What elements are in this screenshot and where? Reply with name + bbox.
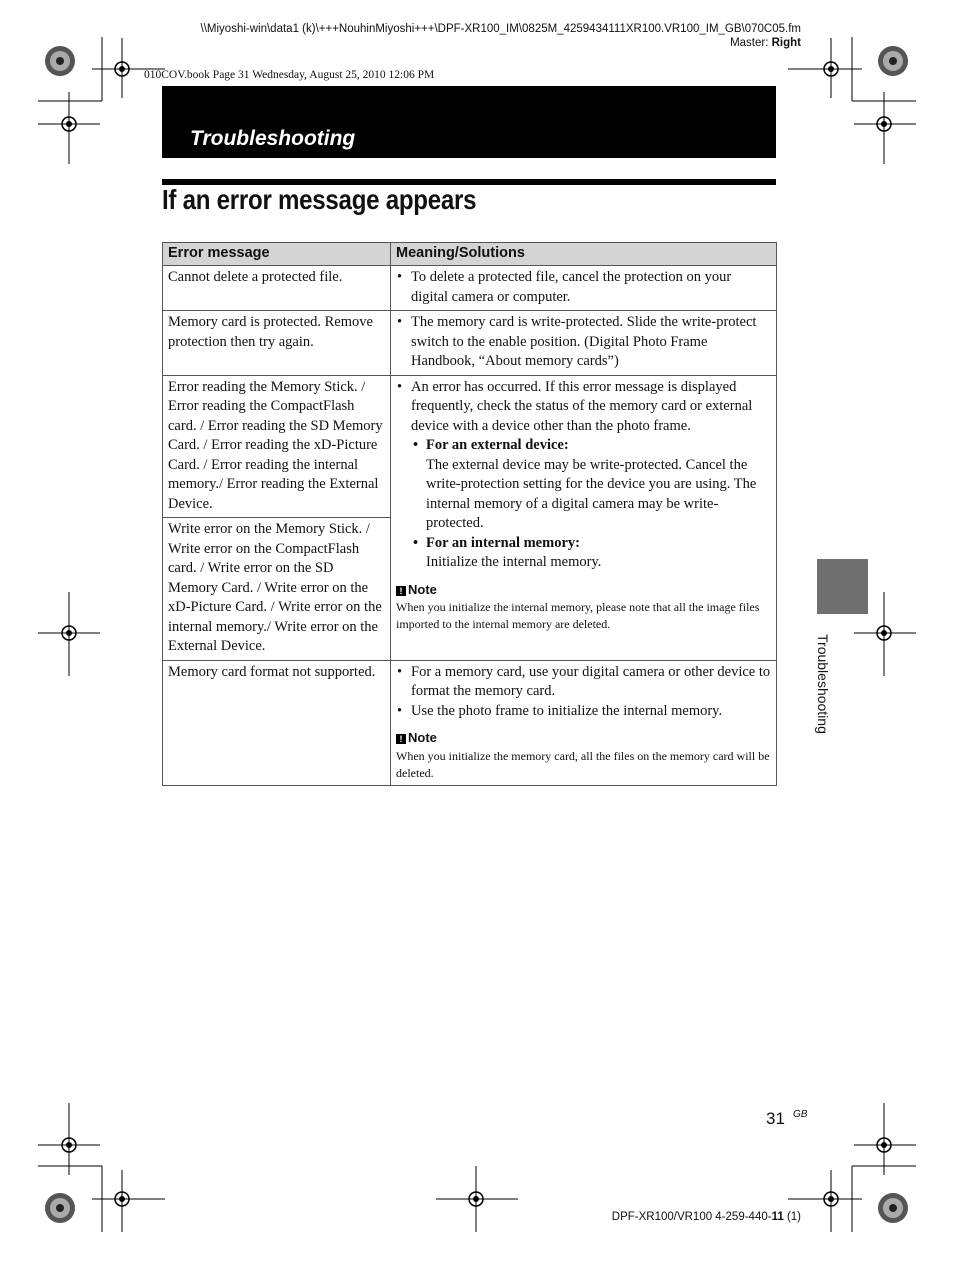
table-row xyxy=(163,660,777,785)
solution-cell xyxy=(391,266,777,311)
table-row xyxy=(163,311,777,376)
file-path: \\Miyoshi-win\data1 (k)\+++NouhinMiyoshi+++\DPF-XR100_IM\0825M_4259434111XR100.VR100_IM_GB\070C05.fm xyxy=(200,23,801,35)
note-text: When you initialize the internal memory, please note that all the image files imported to the internal memory are deleted. xyxy=(396,600,760,631)
table-row xyxy=(163,375,777,518)
solution-item: • The memory card is write-protected. Slide the write-protect switch to the enable position. (Digital Photo Frame Handbook, “About memory cards”) xyxy=(396,313,771,372)
error-message-cell: Write error on the Memory Stick. / Write error on the CompactFlash card. / Write error on the SD Memory Card. / Write error on the xD-Picture Card. / Write error on the internal memory./ Write error on the External Device. xyxy=(163,518,391,661)
solution-item: • To delete a protected file, cancel the protection on your digital camera or computer. xyxy=(396,268,771,307)
table-row xyxy=(163,266,777,311)
solution-cell xyxy=(391,660,777,785)
sub-item-title: For an external device: xyxy=(426,437,569,453)
page-title: If an error message appears xyxy=(162,184,477,215)
error-message-cell: Cannot delete a protected file. xyxy=(163,266,391,311)
master-label: Master: xyxy=(730,37,769,49)
solution-cell xyxy=(391,311,777,376)
page-number: 31 xyxy=(766,1109,785,1128)
table-header-row xyxy=(163,243,777,266)
sub-item-text: Initialize the internal memory. xyxy=(426,554,602,570)
sub-item-text: The external device may be write-protected. Cancel the write-protection setting for the device you are using. The internal memory of a digital camera may be write-protected. xyxy=(426,456,757,531)
section-title: Troubleshooting xyxy=(190,127,356,150)
solution-item: • Use the photo frame to initialize the internal memory. xyxy=(396,702,771,722)
master-value: Right xyxy=(771,37,801,49)
error-message-cell: Memory card is protected. Remove protection then try again. xyxy=(163,311,391,376)
sub-item-internal xyxy=(411,534,771,573)
solution-text: An error has occurred. If this error message is displayed frequently, check the status of the memory card or external device with a device other than the photo frame. xyxy=(411,378,753,434)
sub-item-title: For an internal memory: xyxy=(426,534,580,551)
error-table xyxy=(162,242,777,786)
footer-model-text: DPF-XR100/VR100 4-259-440- xyxy=(611,1211,772,1223)
side-tab xyxy=(817,559,868,614)
column-header-error: Error message xyxy=(163,243,391,266)
footer-model xyxy=(612,1211,801,1223)
column-header-meaning: Meaning/Solutions xyxy=(391,243,777,266)
error-message-cell: Error reading the Memory Stick. / Error reading the CompactFlash card. / Error reading the SD Memory Card. / Error reading the xD-Picture Card. / Error reading the internal memory./ Error reading the External Device. xyxy=(163,375,391,518)
error-message-cell: Memory card format not supported. xyxy=(163,660,391,785)
note-heading: ! Note xyxy=(396,580,771,600)
sub-item-external xyxy=(411,436,771,534)
solution-item xyxy=(396,378,771,437)
solution-item: • For a memory card, use your digital camera or other device to format the memory card. xyxy=(396,663,771,702)
note-icon: ! xyxy=(396,734,406,744)
book-info-line: 010COV.book Page 31 Wednesday, August 25, 2010 12:06 PM xyxy=(144,69,435,81)
note-text: When you initialize the memory card, all the files on the memory card will be deleted. xyxy=(396,748,770,780)
footer-count: (1) xyxy=(783,1211,801,1223)
note-icon: ! xyxy=(396,586,406,596)
note-heading: ! Note xyxy=(396,728,771,748)
side-tab-label: Troubleshooting xyxy=(815,634,831,734)
master-page-label xyxy=(730,37,801,49)
page-suffix: GB xyxy=(793,1109,808,1120)
solution-cell xyxy=(391,375,777,660)
footer-revision: 11 xyxy=(771,1211,784,1223)
